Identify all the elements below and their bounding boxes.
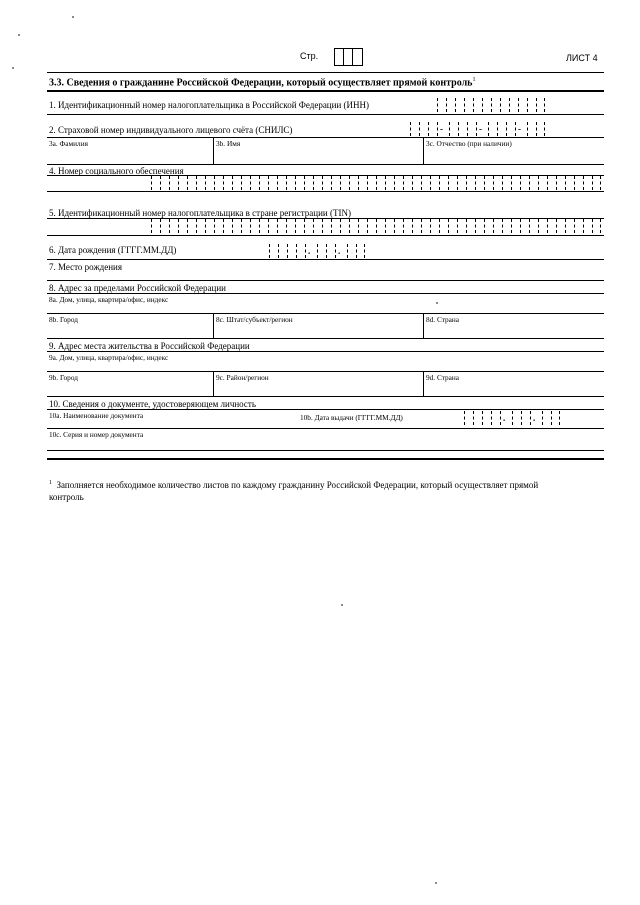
birth-date-label: 6. Дата рождения (ГГГГ.ММ.ДД)	[49, 245, 177, 255]
snils-label: 2. Страховой номер индивидуального лицевого счёта (СНИЛС)	[49, 125, 293, 135]
foreign-country-label: 8d. Страна	[426, 315, 460, 324]
sheet-label: ЛИСТ 4	[566, 53, 598, 63]
tin-label: 5. Идентификационный номер налогоплательщика в стране регистрации (TIN)	[49, 208, 351, 218]
inn-field[interactable]	[437, 98, 545, 112]
russian-country-label: 9d. Страна	[426, 373, 460, 382]
id-document-name-label: 10а. Наименование документа	[49, 411, 144, 420]
scan-speck	[18, 34, 20, 36]
birth-place-label: 7. Место рождения	[49, 262, 123, 272]
foreign-address-street-label: 8а. Дом, улица, квартира/офис, индекс	[49, 295, 169, 304]
section-title: 3.3. Сведения о гражданине Российской Федерации, который осуществляет прямой контроль$^1$	[49, 77, 476, 89]
foreign-address-label: 8. Адрес за пределами Российской Федерации	[49, 283, 226, 293]
russian-district-label: 9с. Район/регион	[216, 373, 269, 382]
page-number-field[interactable]	[334, 48, 363, 66]
scan-speck	[341, 604, 343, 606]
birth-date-field[interactable]: . .	[269, 244, 365, 258]
footnote-line-1: $^1$ Заполняется необходимое количество листов по каждому гражданину Российской Федерации, который осуществляет прямой	[49, 480, 539, 490]
footnote-line-2: контроль	[49, 492, 84, 502]
page-number-label: Стр.	[300, 51, 319, 61]
social-security-field[interactable]	[151, 176, 601, 190]
surname-label: 3а. Фамилия	[49, 139, 88, 148]
foreign-city-label: 8b. Город	[49, 315, 78, 324]
scan-speck	[435, 882, 437, 884]
patronymic-label: 3с. Отчество (при наличии)	[426, 139, 512, 148]
foreign-state-label: 8с. Штат/субъект/регион	[216, 315, 293, 324]
tin-field[interactable]	[151, 219, 601, 233]
russian-address-label: 9. Адрес места жительства в Российской Федерации	[49, 341, 250, 351]
russian-address-street-label: 9а. Дом, улица, квартира/офис, индекс	[49, 353, 169, 362]
scan-speck	[72, 16, 74, 18]
russian-city-label: 9b. Город	[49, 373, 78, 382]
scan-speck	[436, 302, 438, 304]
scan-speck	[12, 67, 14, 69]
id-issue-date-label: 10b. Дата выдачи (ГГГГ.ММ.ДД)	[300, 413, 403, 422]
social-security-label: 4. Номер социального обеспечения	[49, 166, 184, 176]
inn-label: 1. Идентификационный номер налогоплательщика в Российской Федерации (ИНН)	[49, 100, 370, 110]
first-name-label: 3b. Имя	[216, 139, 241, 148]
id-issue-date-field[interactable]: . .	[464, 411, 560, 425]
snils-field[interactable]: - - -	[410, 122, 545, 136]
id-series-number-label: 10с. Серия и номер документа	[49, 430, 144, 439]
id-document-label: 10. Сведения о документе, удостоверяющем личность	[49, 399, 256, 409]
